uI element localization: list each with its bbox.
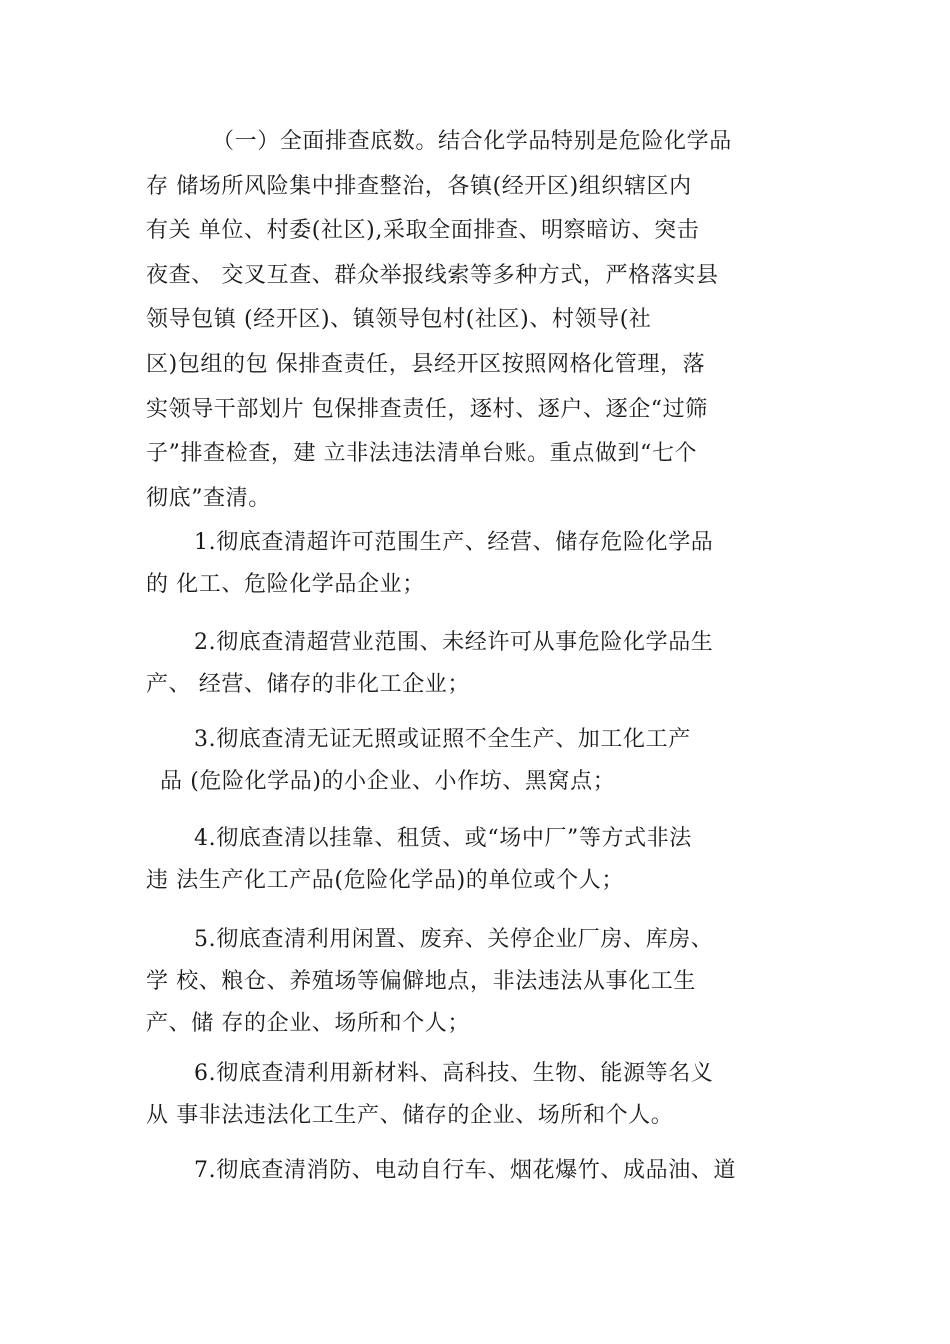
section-intro-paragraph — [146, 120, 806, 521]
text-line: （一）全面排查底数。结合化学品特别是危险化学品 — [212, 129, 732, 154]
list-item-4 — [146, 818, 806, 902]
list-item-7 — [146, 1148, 806, 1193]
text-line: 违 法生产化工产品(危险化学品)的单位或个人； — [146, 868, 624, 893]
text-line: 领导包镇 (经开区)、镇领导包村(社区)、村领导(社 — [146, 307, 652, 333]
text-line: 彻底”查清。 — [146, 485, 271, 511]
list-item-1 — [146, 522, 806, 606]
text-line: 实领导干部划片 包保排查责任，逐村、逐户、逐企“过筛 — [146, 396, 708, 422]
text-line: 从 事非法违法化工生产、储存的企业、场所和个人。 — [146, 1103, 674, 1128]
text-line: 夜查、 交叉互查、群众举报线索等多种方式，严格落实县 — [146, 262, 719, 288]
text-line: 子”排查检查，建 立非法违法清单台账。重点做到“七个 — [146, 441, 698, 467]
list-item-2 — [146, 622, 806, 706]
text-line: 存 储场所风险集中排查整治，各镇(经开区)组织辖区内 — [146, 173, 692, 199]
text-line: 的 化工、危险化学品企业； — [146, 572, 425, 597]
text-line: 产、储 存的企业、场所和个人； — [146, 1011, 470, 1036]
text-line: 产、 经营、储存的非化工企业； — [146, 672, 470, 697]
text-line: 品 (危险化学品)的小企业、小作坊、黑窝点； — [160, 769, 616, 794]
text-line: 学 校、粮仓、养殖场等偏僻地点，非法违法从事化工生 — [146, 969, 696, 994]
text-line: 4.彻底查清以挂靠、租赁、或“场中厂”等方式非法 — [194, 826, 692, 851]
text-line: 3.彻底查清无证无照或证照不全生产、加工化工产 — [194, 727, 691, 752]
text-line: 1.彻底查清超许可范围生产、经营、储存危险化学品 — [194, 530, 714, 555]
text-line: 5.彻底查清利用闲置、废弃、关停企业厂房、库房、 — [194, 927, 714, 952]
list-item-3 — [146, 719, 806, 803]
text-line: 7.彻底查清消防、电动自行车、烟花爆竹、成品油、道 — [194, 1158, 736, 1183]
text-line: 6.彻底查清利用新材料、高科技、生物、能源等名义 — [194, 1061, 714, 1086]
list-item-5 — [146, 919, 806, 1045]
list-item-6 — [146, 1053, 806, 1137]
text-line: 2.彻底查清超营业范围、未经许可从事危险化学品生 — [194, 630, 714, 655]
text-line: 有关 单位、村委(社区),采取全面排查、明察暗访、突击 — [146, 218, 700, 244]
text-line: 区)包组的包 保排查责任，县经开区按照网格化管理，落 — [146, 351, 706, 377]
